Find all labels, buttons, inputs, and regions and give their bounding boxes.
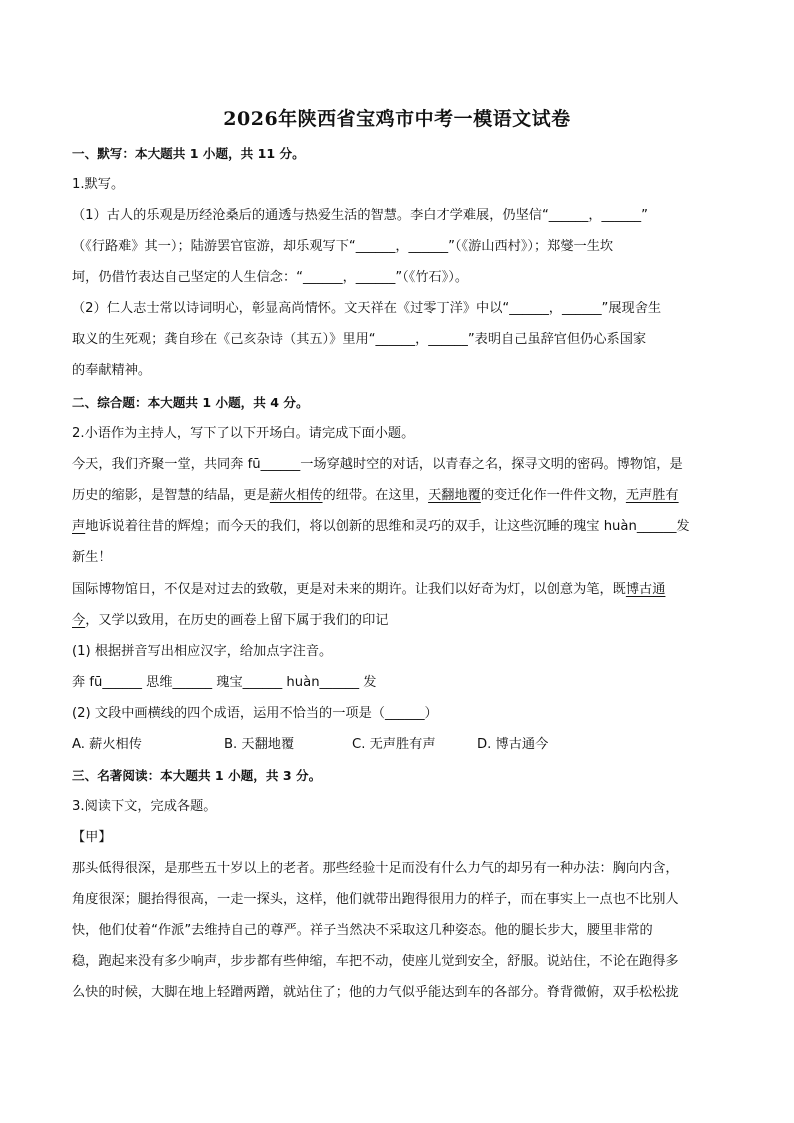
text-line: 新生！ [72,550,112,565]
text-line: （2）仁人志士常以诗词明心，彰显高尚情怀。文天祥在《过零丁洋》中以“______，______”展现舍生 [72,301,662,316]
text-line: 坷，仍借竹表达自己坚定的人生信念：“______，______”（《竹石》）。 [72,270,469,285]
choice-option: D. 博古通今 [477,737,549,752]
underlined-idiom: 博古通 [625,582,666,597]
choice-option: C. 无声胜有声 [352,737,436,752]
text-line: 快，他们仗着“作派”去维持自己的尊严。祥子当然决不采取这几种姿态。他的腿长步大，腰里非常的 [72,923,653,938]
text-line: 角度很深；腿抬得很高，一走一探头，这样，他们就带出跑得很用力的样子，而在事实上一点也不比别人 [72,892,679,907]
text-span: 国际博物馆日，不仅是对过去的致敬，更是对未来的期许。让我们以好奇为灯，以创意为笔，既 [72,582,626,597]
text-span: 历史的缩影，是智慧的结晶，更是 [72,488,270,503]
text-line: （《行路难》其一）；陆游罢官宦游，却乐观写下“______，______”（《游山西村》）；郑燮一生坎 [72,239,614,254]
text-line: 的奉献精神。 [72,363,152,378]
underlined-idiom: 声 [72,519,86,534]
text-line: 今天，我们齐聚一堂，共同奔 fū______一场穿越时空的对话，以青春之名，探寻文明的密码。博物馆，是 [72,457,683,472]
text-line: 【甲】 [72,830,112,845]
text-line: 么快的时候，大脚在地上轻蹭两蹭，就站住了；他的力气似乎能达到车的各部分。脊背微俯，双手松松拢 [72,985,679,1000]
text-line: 稳，跑起来没有多少响声，步步都有些伸缩，车把不动，使座儿觉到安全，舒服。说站住，不论在跑得多 [72,954,679,969]
text-span: 的纽带。在这里， [322,488,429,503]
text-line: 奔 fū______ 思维______ 瑰宝______ huàn______ 发 [72,675,377,690]
text-line [72,486,722,506]
section-heading: 二、综合题：本大题共 1 小题，共 4 分。 [72,395,309,410]
text-line: 2.小语作为主持人，写下了以下开场白。请完成下面小题。 [72,426,415,441]
choice-option: A. 薪火相传 [72,737,142,752]
choice-option: B. 天翻地覆 [224,737,295,752]
underlined-idiom: 今 [72,613,86,628]
text-line: (1) 根据拼音写出相应汉字，给加点字注音。 [72,644,333,659]
text-line [72,611,722,631]
underlined-idiom: 无声胜有 [625,488,679,503]
section-heading: 一、默写：本大题共 1 小题，共 11 分。 [72,146,305,161]
section-heading: 三、名著阅读：本大题共 1 小题，共 3 分。 [72,768,322,783]
underlined-idiom: 薪火相传 [269,488,323,503]
text-line: (2) 文段中画横线的四个成语，运用不恰当的一项是（______） [72,706,438,721]
text-line: 1.默写。 [72,177,125,192]
text-line [72,517,722,537]
text-span: 地诉说着往昔的辉煌；而今天的我们，将以创新的思维和灵巧的双手，让这些沉睡的瑰宝 huàn______发 [85,519,690,534]
text-span: ，又学以致用，在历史的画卷上留下属于我们的印记 [85,613,389,628]
underlined-idiom: 天翻地覆 [428,488,481,503]
text-line: 那头低得很深，是那些五十岁以上的老者。那些经验十足而没有什么力气的却另有一种办法：胸向内含， [72,861,679,876]
page-title: 2026年陕西省宝鸡市中考一模语文试卷 [223,108,571,130]
text-line: 3.阅读下文，完成各题。 [72,799,217,814]
text-line [72,580,722,600]
text-span: 的变迁化作一件件文物， [480,488,626,503]
text-line: （1）古人的乐观是历经沧桑后的通透与热爱生活的智慧。李白才学难展，仍坚信“______，______” [72,208,648,223]
text-line: 取义的生死观；龚自珍在《己亥杂诗（其五）》里用“______，______”表明自己虽辞官但仍心系国家 [72,332,647,347]
